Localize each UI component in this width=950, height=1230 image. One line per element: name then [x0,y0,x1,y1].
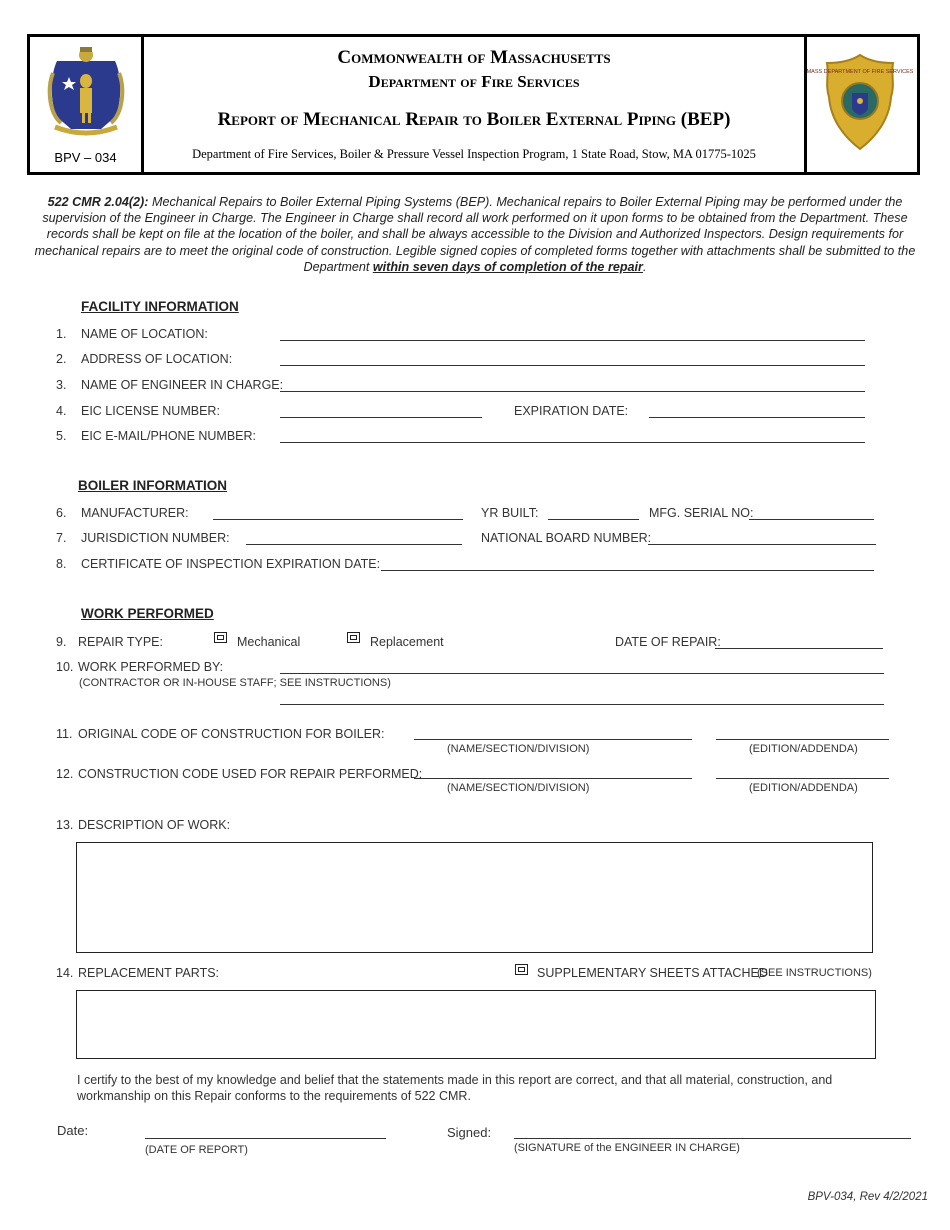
signature-field[interactable] [514,1138,911,1139]
original-code-name-note: (NAME/SECTION/DIVISION) [447,743,590,755]
intro-citation: 522 CMR 2.04(2): [47,195,149,209]
item-number: 8. [56,557,67,571]
replacement-parts-label: REPLACEMENT PARTS: [78,966,220,980]
repair-code-label: CONSTRUCTION CODE USED FOR REPAIR PERFORMED: [78,767,423,781]
work-performed-by-field-2[interactable] [280,704,884,705]
eic-license-field[interactable] [280,417,482,418]
date-of-repair-field[interactable] [715,648,883,649]
item-number: 7. [56,531,67,545]
repair-code-name-field[interactable] [414,778,692,779]
item-number: 11. [56,727,73,741]
address-of-location-field[interactable] [280,365,865,366]
date-of-report-note: (DATE OF REPORT) [145,1144,248,1156]
dfs-badge-icon [806,53,914,151]
form-title: Report of Mechanical Repair to Boiler External Piping (BEP) [217,109,731,130]
department-address: Department of Fire Services, Boiler & Pressure Vessel Inspection Program, 1 State Road, Stow, MA 01775-1025 [192,147,756,161]
description-of-work-label: DESCRIPTION OF WORK: [78,818,231,832]
dfs-badge-cell [804,37,917,172]
work-performed-by-field[interactable] [280,673,884,674]
repair-type-label: REPAIR TYPE: [78,635,163,649]
manufacturer-label: MANUFACTURER: [81,506,189,520]
supplementary-sheets-note: (SEE INSTRUCTIONS) [757,967,872,979]
original-code-edition-field[interactable] [716,739,889,740]
eic-license-label: EIC LICENSE NUMBER: [81,404,220,418]
engineer-in-charge-label: NAME OF ENGINEER IN CHARGE: [81,378,284,392]
yr-built-field[interactable] [548,519,639,520]
replacement-checkbox[interactable] [347,632,360,643]
item-number: 12. [56,767,74,781]
intro-end: . [642,259,647,274]
badge-text: MASS DEPARTMENT OF FIRE SERVICES [806,69,914,75]
item-number: 5. [56,429,67,443]
expiration-date-field[interactable] [649,417,865,418]
state-seal-cell [30,37,144,172]
repair-code-edition-field[interactable] [716,778,889,779]
title-line2: Department of Fire Services [368,72,580,91]
national-board-label: NATIONAL BOARD NUMBER: [481,531,652,545]
expiration-date-label: EXPIRATION DATE: [514,404,629,418]
date-of-repair-label: DATE OF REPAIR: [615,635,721,649]
item-number: 14. [56,966,74,980]
replacement-parts-field[interactable] [76,990,876,1059]
mfg-serial-label: MFG. SERIAL NO: [649,506,754,520]
repair-code-name-note: (NAME/SECTION/DIVISION) [447,782,590,794]
boiler-heading: BOILER INFORMATION [78,478,227,493]
form-header [27,34,920,175]
item-number: 3. [56,378,67,392]
facility-heading: FACILITY INFORMATION [81,299,239,314]
work-performed-by-note: (CONTRACTOR OR IN-HOUSE STAFF; SEE INSTRUCTIONS) [79,677,391,689]
title-line1: Commonwealth of Massachusetts [337,47,611,68]
jurisdiction-number-field[interactable] [246,544,462,545]
signature-note: (SIGNATURE of the ENGINEER IN CHARGE) [514,1142,740,1154]
work-heading: WORK PERFORMED [81,606,214,621]
national-board-field[interactable] [648,544,876,545]
supplementary-sheets-checkbox[interactable] [515,964,528,975]
original-code-label: ORIGINAL CODE OF CONSTRUCTION FOR BOILER: [78,727,385,741]
intro-paragraph [22,194,928,275]
jurisdiction-number-label: JURISDICTION NUMBER: [81,531,230,545]
work-performed-by-label: WORK PERFORMED BY: [78,660,224,674]
eic-email-phone-label: EIC E-MAIL/PHONE NUMBER: [81,429,257,443]
certificate-expiration-field[interactable] [381,570,874,571]
repair-code-edition-note: (EDITION/ADDENDA) [749,782,858,794]
certificate-expiration-label: CERTIFICATE OF INSPECTION EXPIRATION DATE: [81,557,381,571]
supplementary-sheets-label: SUPPLEMENTARY SHEETS ATTACHED [537,966,768,980]
engineer-in-charge-field[interactable] [280,391,865,392]
eic-email-phone-field[interactable] [280,442,865,443]
intro-emphasis: within seven days of completion of the repair [372,259,643,274]
item-number: 1. [56,327,67,341]
name-of-location-label: NAME OF LOCATION: [81,327,208,341]
item-number: 4. [56,404,67,418]
item-number: 13. [56,818,74,832]
mfg-serial-field[interactable] [749,519,874,520]
address-of-location-label: ADDRESS OF LOCATION: [81,352,233,366]
description-of-work-field[interactable] [76,842,873,953]
date-of-report-field[interactable] [145,1138,386,1139]
manufacturer-field[interactable] [213,519,463,520]
state-seal-icon [47,43,125,137]
certification-statement: I certify to the best of my knowledge and belief that the statements made in this report are correct, and that all material, construction, and workmanship on this Repair conforms to the requirements of 522 CMR. [77,1073,833,1103]
signed-label: Signed: [447,1125,492,1140]
item-number: 10. [56,660,74,674]
date-label: Date: [57,1123,89,1138]
intro-body: Mechanical Repairs to Boiler External Piping Systems (BEP). Mechanical repairs to Boiler External Piping may be performed under the supervision of the Engineer in Charge. The Engineer in Charge shall record all work performed on it upon forms to be obtained from the Department. These records shall be kept on file at the location of the boiler, and shall be always accessible to the Division and Authorized Inspectors. Design requirements for mechanical repairs are to meet the original code of construction. Legible signed copies of completed forms together with attachments shall be submitted to the Department [34,195,916,274]
revision-label: BPV-034, Rev 4/2/2021 [807,1191,928,1203]
name-of-location-field[interactable] [280,340,865,341]
form-code: BPV – 034 [54,150,117,165]
yr-built-label: YR BUILT: [481,506,539,520]
original-code-name-field[interactable] [414,739,692,740]
item-number: 9. [56,635,67,649]
replacement-option-label: Replacement [370,635,444,649]
mechanical-option-label: Mechanical [237,635,301,649]
item-number: 2. [56,352,67,366]
item-number: 6. [56,506,67,520]
header-titles [144,37,804,172]
original-code-edition-note: (EDITION/ADDENDA) [749,743,858,755]
mechanical-checkbox[interactable] [214,632,227,643]
